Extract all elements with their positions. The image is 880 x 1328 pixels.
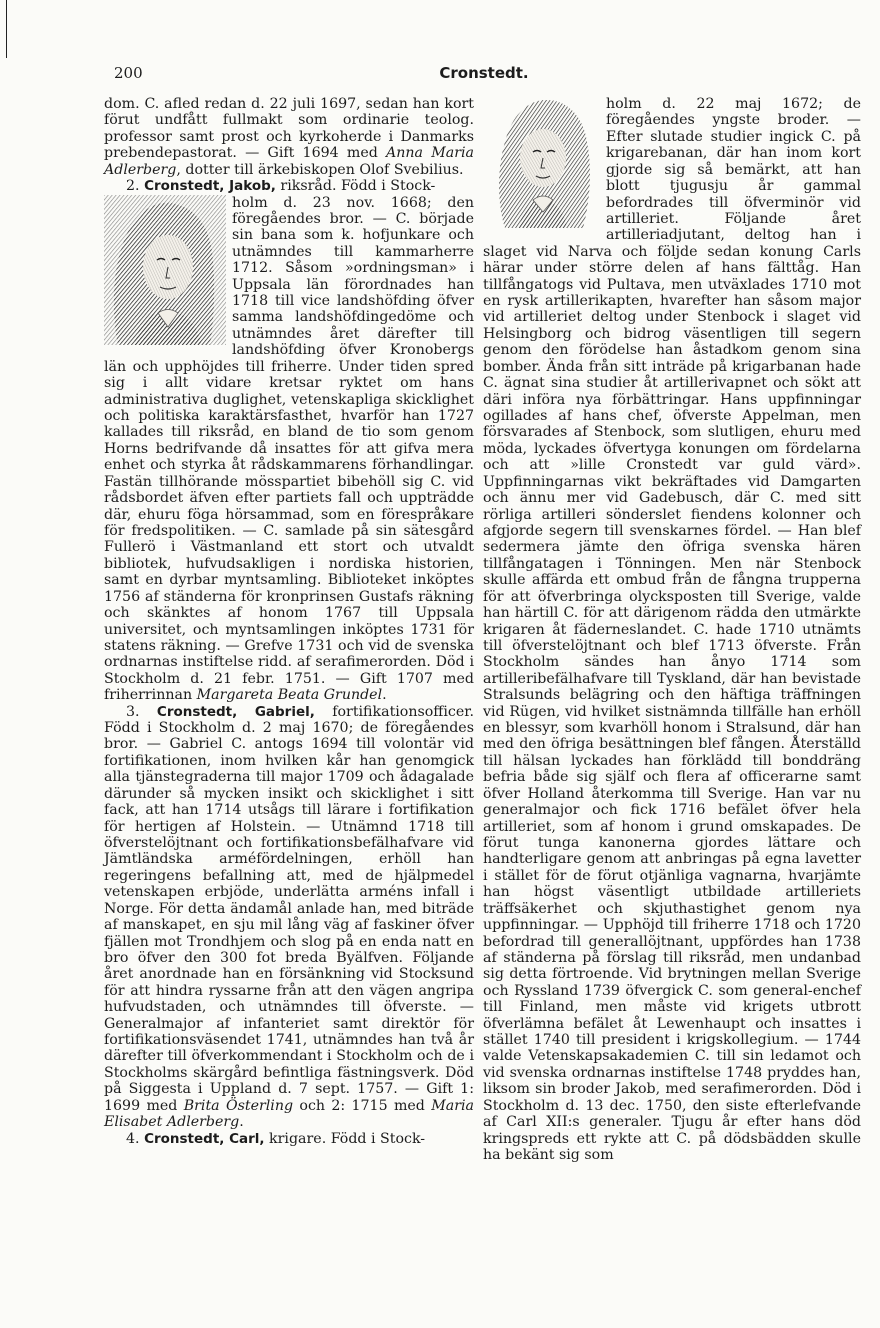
spouse-name: Anna Maria Adlerberg xyxy=(104,145,474,178)
right-column xyxy=(483,96,861,1163)
margin-rule xyxy=(6,0,7,58)
spouse-name: Margareta Beata Grundel xyxy=(196,687,383,704)
paragraph-continuation: dom. C. afled redan d. 22 juli 1697, sedan han kort förut undfått fullmakt som ordinarie teolog. professor samt prost och kyrkoherde i Danmarks prebendepastorat. — Gift 1694 med Anna Maria Adlerberg, dotter till ärkebiskopen Olof Svebilius. xyxy=(104,96,474,178)
entry-gabriel: 3. Cronstedt, Gabriel, fortifikationsofficer. Född i Stockholm d. 2 maj 1670; de föregåendes bror. — Gabriel C. antogs 1694 till volontär vid fortifikationen, inom hvilken kår han genomgick alla tjänstegraderna till major 1709 och ådagalade därunder så mycken insikt och skicklighet i sitt fack, att han 1714 utsågs till lärare i fortifikation för hertigen af Holstein. — Utnämnd 1718 till öfverstelöjtnant och fortifikationsbefälhafvare vid Jämtländska arméfördelningen, erhöll han regeringens befallning att, med de hjälpmedel vetenskapen erbjöde, underlätta arméns infall i Norge. För detta ändamål anlade han, med biträde af manskapet, en sju mil lång väg af faskiner öfver fjällen mot Trondhjem och slog på en enda natt en bro öfver den 300 fot breda Byälfven. Följande året anordnade han en försänkning vid Stocksund för att hindra ryssarne från att den vägen angripa hufvudstaden, och utnämndes till öfverste. — Generalmajor af infanteriet samt direktör för fortifikationsväsendet 1741, utnämndes han två år därefter till öfverkommendant i Stockholm och de i Stockholms skärgård befintliga fästningsverk. Död på Siggesta i Uppland d. 7 sept. 1757. — Gift 1: 1699 med Brita Österling och 2: 1715 med Maria Elisabet Adlerberg. xyxy=(104,703,475,1131)
spouse-name: Maria Elisabet Adlerberg xyxy=(104,1097,474,1131)
portrait-carl-icon xyxy=(483,96,600,229)
portrait-carl-image xyxy=(483,96,600,229)
entry-heading: Cronstedt, Jakob, xyxy=(144,178,276,195)
page-number: 200 xyxy=(114,64,143,82)
entry-heading: Cronstedt, Carl, xyxy=(144,1130,265,1147)
entry-heading-line-tail: riksråd. Född i Stock- xyxy=(275,178,436,195)
entry-carl: 4. Cronstedt, Carl, krigare. Född i Stock- xyxy=(126,1130,426,1147)
spouse-name: Brita Österling xyxy=(183,1097,294,1114)
page-header xyxy=(104,64,864,86)
paragraph-continuation: holm d. 22 maj 1672; de föregåendes yngste broder. — Efter slutade studier ingick C. på krigarebanan, där han inom kort gjorde sig så bemärkt, att han blott tjugusju år gammal befordrades till öfverminör vid artilleriet. Följande året artilleriadjutant, deltog han i slaget vid Narva och följde sedan konung Carls härar under större delen af hans fälttåg. Han tillfångatogs vid Pultava, men utväxlades 1710 mot en rysk artillerikapten, hvarefter han såsom major vid artilleriet deltog under Stenbock i slaget vid Helsingborg och bidrog väsentligen till segern genom den förödelse han åstadkom genom sina bomber. Ända från sitt inträde på krigarbanan hade C. ägnat sina studier åt artillerivapnet och sökt att däri införa nya förbättringar. Hans uppfinningar ogillades af hans chef, öfverste Appelman, men försvarades af Stenbock, som slutligen, ehuru med möda, lyckades öfvertyga konungen om fördelarna och att »lille Cronstedt var guld värd». Uppfinningarnas vikt bekräftades vid Damgarten och ännu mer vid Gadebusch, där C. med sitt rörliga artilleri sönderslet fiendens kolonner och afgjorde segern till svenskarnes fördel. — Han blef sedermera jämte den öfriga svenska hären tillfångatagen i Tönningen. Men när Stenbock skulle affärda ett ombud från de fångna trupperna för att öfverbringa olycksposten till Sverige, valde han härtill C. för att därigenom rädda den utmärkte krigaren åt fäderneslandet. C. hade 1710 utnämts till öfverstelöjtnant och blef 1713 öfverste. Från Stockholm sändes han ånyo 1714 som artilleribefälhafvare till Tyskland, där han bevistade Stralsunds belägring och den häftiga träffningen vid Rügen, vid hvilket sistnämnda tillfälle han erhöll en blessyr, som kvarhöll honom i Stralsund, där han med den öfriga besättningen blef fången. Återställd till hälsan lyckades han förklädd till bonddräng befria både sig själf och flera af officerarne samt öfver Holland återkomma till Sverige. Han var nu generalmajor och fick 1716 befälet öfver hela artilleriet, som af honom i grund omskapades. De förut tunga kanonerna gjordes lättare och handterligare genom att anbringas på egna lavetter i stället för de förut otjänliga vagnarna, hvarjämte han högst väsentligt utbildade artilleriets träffsäkerhet och skjuthastighet genom nya uppfinningar. — Upphöjd till friherre 1718 och 1720 befordrad till generallöjtnant, uppfördes han 1738 af ständerna på förslag till riksråd, men undanbad sig detta förtroende. Vid brytningen mellan Sverige och Ryssland 1739 öfvergick C. som general-enchef till Finland, men måste vid krigets utbrott öfverlämna befälet åt Lewenhaupt och insattes i stället 1740 till president i krigskollegium. — 1744 valde Vetenskapsakademien C. till sin ledamot och vid svenska ordnarnas instiftelse 1748 pryddes han, liksom sin broder Jakob, med serafimerorden. Död i Stockholm d. 13 dec. 1750, den siste efterlefvande af Carl XII:s generaler. Tjugu år efter hans död kringspreds ett rykte att C. på dödsbädden skulle ha bekänt sig som xyxy=(483,96,861,1163)
left-column xyxy=(104,96,474,1147)
entry-jakob: 2. Cronstedt, Jakob, riksråd. Född i Stock- holm d. 23 nov. 1668; den föregåendes bror. — C. började sin bana som k. hofjunkare och utnämndes till kammarherre 1712. Såsom »ordningsman» i Uppsala län förordnades han 1718 till vice landshöfding öfver samma landshöfdingedöme och utnämndes året därefter till landshöfding öfver Kronobergs län och upphöjdes till friherre. Under tiden spred sig i allt vidare kretsar ryktet om hans administrativa duglighet, vetenskapliga skicklighet och politiska karaktärsfasthet, hvarför han 1727 kallades till riksråd, en bland de tio som genom Horns bedrifvande då insattes för att gifva mera enhet och styrka åt rådskammarens förhandlingar. Fastän tillhörande mösspartiet bibehöll sig C. vid rådsbordet äfven efter partiets fall och uppträdde där, ehuru föga hörsammad, som en förespråkare för fredspolitiken. — C. samlade på sin sätesgård Fullerö i Västmanland ett stort och utvaldt bibliotek, hufvudsakligen i nordiska historien, samt en dyrbar myntsamling. Biblioteket inköptes 1756 af ständerna för kronprinsen Gustafs räkning och skänktes af honom 1767 till Uppsala universitet, och myntsamlingen inköptes 1731 för statens räkning. — Grefve 1731 och vid de svenska ordnarnas instiftelse ridd. af serafimerorden. Död i Stockholm d. 21 febr. 1751. — Gift 1707 med friherrinnan Margareta Beata Grundel. xyxy=(104,178,474,704)
running-head: Cronstedt. xyxy=(439,64,529,82)
portrait-jakob-icon xyxy=(104,195,226,345)
entry-heading: Cronstedt, Gabriel, xyxy=(156,703,315,720)
portrait-jakob-image xyxy=(104,195,226,345)
